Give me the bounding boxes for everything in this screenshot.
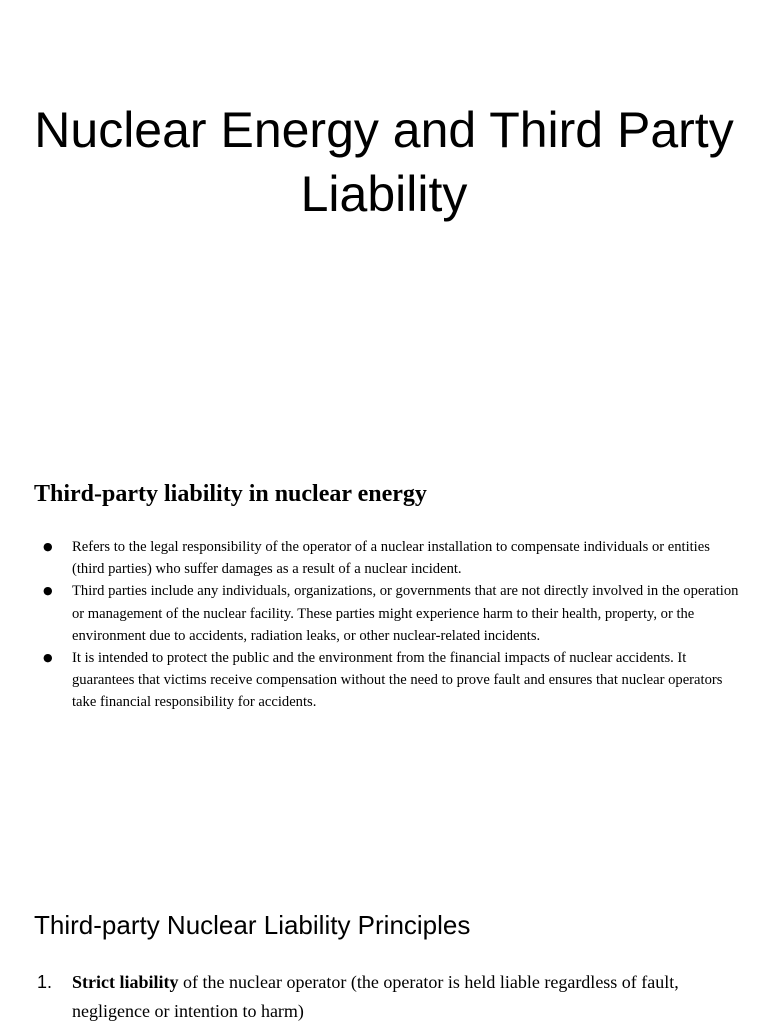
list-item	[34, 580, 744, 647]
bullet-icon: ●	[43, 584, 53, 598]
list-item-text: It is intended to protect the public and the environment from the financial impacts of nuclear accidents. It guarantees that victims receive compensation without the need to prove fault and ensures that nuclear operators take financial responsibility for accidents.	[72, 650, 723, 711]
list-item	[34, 647, 744, 714]
bullet-list	[34, 536, 744, 714]
bullet-icon: ●	[43, 540, 53, 553]
section-heading: Third-party liability in nuclear energy	[34, 481, 427, 507]
list-number: 1.	[37, 972, 53, 992]
list-item	[34, 968, 734, 1026]
principles-heading: Third-party Nuclear Liability Principles	[34, 910, 471, 940]
list-item-text: Refers to the legal responsibility of the operator of a nuclear installation to compensate individuals or entities (third parties) who suffer damages as a result of a nuclear incident.	[72, 539, 710, 578]
page-title: Nuclear Energy and Third Party Liability	[34, 102, 734, 222]
list-item-text: Third parties include any individuals, organizations, or governments that are not directly involved in the operation or management of the nuclear facility. These parties might experience harm to their health, property, or the environment due to accidents, radiation leaks, or other nuclear-related incidents.	[72, 583, 739, 644]
list-item	[34, 536, 744, 580]
bullet-icon: ●	[43, 651, 53, 665]
list-item-bold-term: Strict liability	[72, 972, 179, 992]
list-item-text: of the nuclear operator (the operator is held liable regardless of fault, negligence or intention to harm)	[72, 972, 679, 1021]
numbered-list	[34, 968, 734, 1026]
